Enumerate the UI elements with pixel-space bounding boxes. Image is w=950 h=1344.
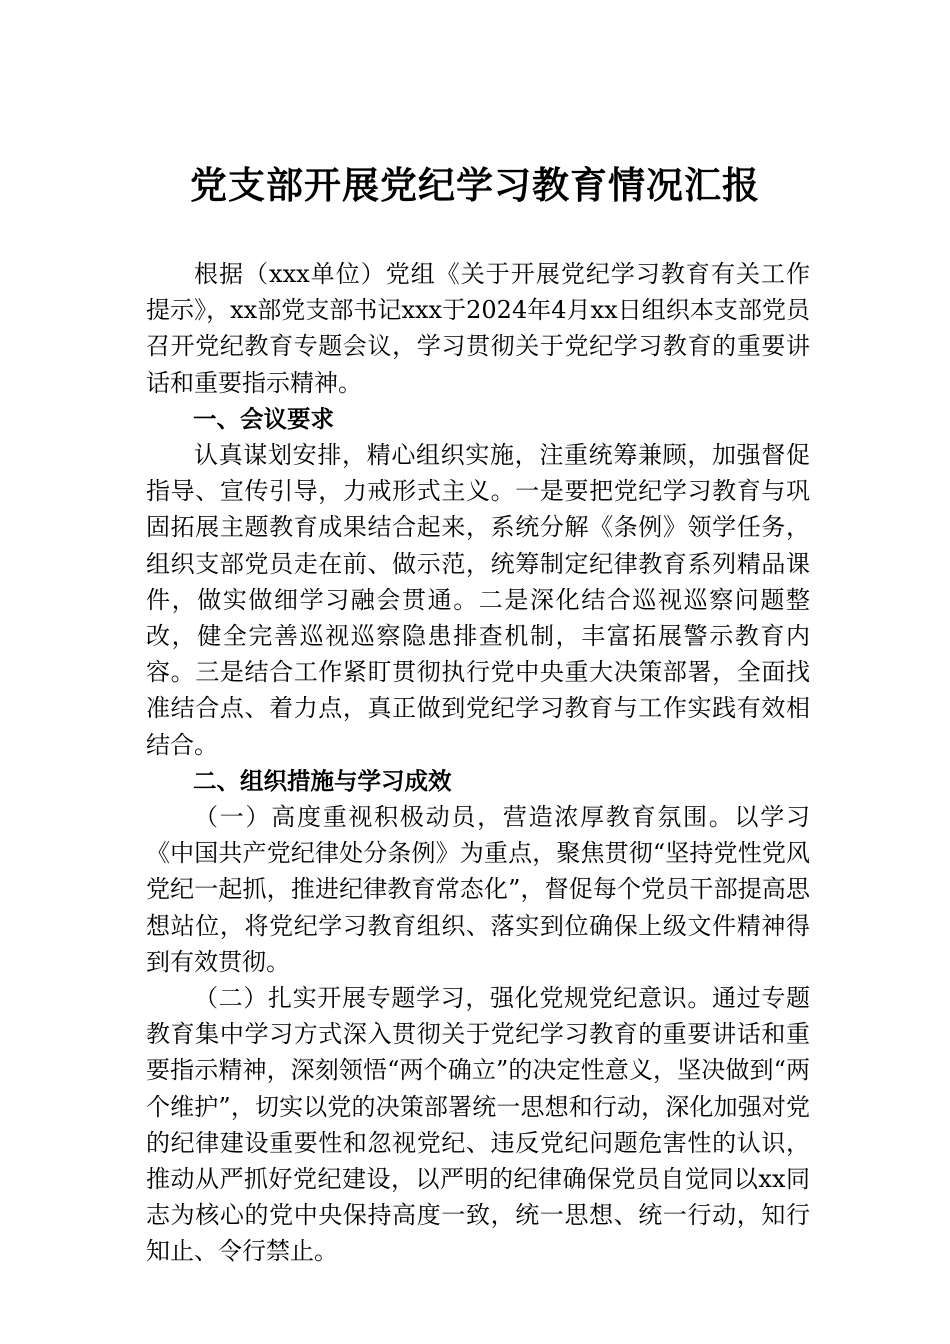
section-heading-requirements: 一、会议要求: [193, 404, 334, 433]
measures-paragraph-2: （二）扎实开展专题学习，强化党规党纪意识。通过专题教育集中学习方式深入贯彻关于党纪学习教育的重要讲话和重要指示精神，深刻领悟“两个确立”的决定性意义，坚决做到“两个维护”，切实以党的决策部署统一思想和行动，深化加强对党的纪律建设重要性和忽视党纪、违反党纪问题危害性的认识，推动从严抓好党纪建设，以严明的纪律确保党员自觉同以xx同志为核心的党中央保持高度一致，统一思想、统一行动，知行知止、令行禁止。: [146, 984, 810, 1266]
document-body: [146, 256, 810, 1270]
document-title: 党支部开展党纪学习教育情况汇报: [190, 163, 760, 207]
intro-paragraph: 根据（xxx单位）党组《关于开展党纪学习教育有关工作提示》，xx部党支部书记xxx于2024年4月xx日组织本支部党员召开党纪教育专题会议，学习贯彻关于党纪学习教育的重要讲话和重要指示精神。: [146, 260, 810, 397]
section-heading-measures: 二、组织措施与学习成效: [193, 766, 452, 795]
measures-paragraph-1: （一）高度重视积极动员，营造浓厚教育氛围。以学习《中国共产党纪律处分条例》为重点，聚焦贯彻“坚持党性党风党纪一起抓，推进纪律教育常态化”，督促每个党员干部提高思想站位，将党纪学习教育组织、落实到位确保上级文件精神得到有效贯彻。: [146, 803, 810, 976]
requirements-paragraph: 认真谋划安排，精心组织实施，注重统筹兼顾，加强督促指导、宣传引导，力戒形式主义。一是要把党纪学习教育与巩固拓展主题教育成果结合起来，系统分解《条例》领学任务，组织支部党员走在前、做示范，统筹制定纪律教育系列精品课件，做实做细学习融会贯通。二是深化结合巡视巡察问题整改，健全完善巡视巡察隐患排查机制，丰富拓展警示教育内容。三是结合工作紧盯贯彻执行党中央重大决策部署，全面找准结合点、着力点，真正做到党纪学习教育与工作实践有效相结合。: [146, 441, 810, 759]
